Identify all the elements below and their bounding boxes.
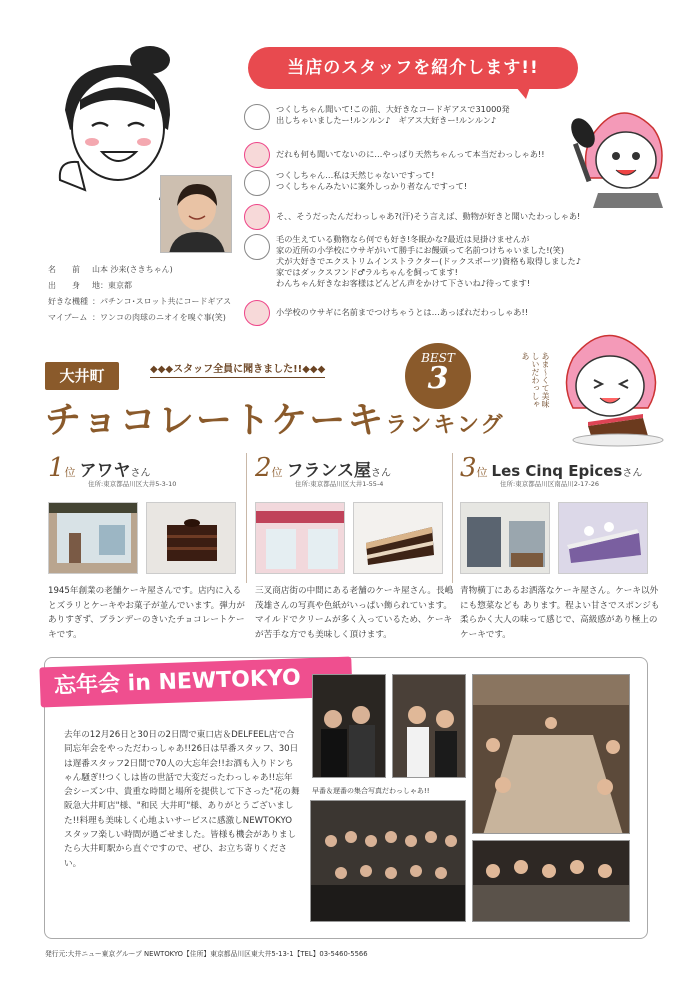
dialogue-line bbox=[244, 234, 581, 289]
staff-photo bbox=[160, 175, 232, 253]
rank-number: 2 bbox=[255, 453, 272, 483]
profile-key: 名 前 bbox=[48, 265, 80, 274]
column-divider bbox=[452, 453, 453, 583]
mascot-eating-cake-illustration bbox=[548, 318, 678, 448]
shop-storefront-photo bbox=[48, 502, 138, 574]
dialogue-text: 毛の生えている動物なら何でも好き!冬眠かな?最近は見掛けませんが 家の近所の小学校にウサギがいて勝手にお饅頭って名前つけちゃいました!(笑) 犬が大好きでエクストリムインストラクター(ドックスポーツ)資格も取得しました♪ 家ではダックスフンド♂ラルちゃんを飼ってます! わんちゃん好きなお客様はどんどん声をかけて下さいね♪待ってます! bbox=[276, 234, 581, 288]
shop-honorific: さん bbox=[622, 468, 643, 479]
cake-photo bbox=[353, 502, 443, 574]
ranking-title bbox=[45, 392, 505, 443]
shop-description: 青物横丁にあるお洒落なケーキ屋さん。ケーキ以外にも惣菜なども あります。程よい甘さでスポンジも柔らかく大人の味って感じで、高級感があり極上のケーキです。 bbox=[460, 586, 660, 640]
profile-value: 地：東京都 bbox=[92, 281, 132, 290]
profile-value: ：パチンコ･スロット共にコードギアス bbox=[92, 297, 232, 306]
mascot-face-icon bbox=[244, 300, 270, 326]
publisher-footer: 発行元:大井ニュー東京グループ NEWTOKYO【住所】東京都品川区東大井5-13-1【TEL】03-5460-5566 bbox=[45, 950, 368, 958]
column-divider bbox=[246, 453, 247, 583]
ranking-item bbox=[460, 453, 660, 642]
shop-address: 住所:東京都品川区大井1-55-4 bbox=[295, 480, 384, 488]
ranking-title-small: ランキング bbox=[385, 413, 505, 438]
dialogue-text: だれも何も聞いてないのに…やっぱり天然ちゃんって本当だわっしゃあ!! bbox=[276, 149, 545, 159]
cake-photo bbox=[146, 502, 236, 574]
shop-storefront-photo bbox=[255, 502, 345, 574]
mascot-face-icon bbox=[244, 142, 270, 168]
shop-name: アワヤ bbox=[79, 461, 131, 481]
dialogue-text: 小学校のウサギに名前までつけちゃうとは…あっぱれだわっしゃあ!! bbox=[276, 307, 529, 317]
rank-unit: 位 bbox=[271, 466, 283, 479]
staff-intro-banner: 当店のスタッフを紹介します!! bbox=[248, 47, 578, 89]
dialogue-text: つくしちゃん…私は天然じゃないですって! つくしちゃんみたいに案外しっかり者なんですって! bbox=[276, 170, 468, 191]
profile-key: 出 身 bbox=[48, 281, 80, 290]
cake-photo bbox=[558, 502, 648, 574]
mascot-sidenote: あま〜くて美味しいだわっしゃあ bbox=[521, 352, 550, 408]
shop-name: フランス屋 bbox=[286, 461, 372, 481]
staff-face-icon bbox=[244, 234, 270, 260]
profile-value: ：ワンコの肉球のニオイを嗅ぐ事(笑) bbox=[92, 313, 226, 322]
shop-honorific: さん bbox=[371, 468, 392, 479]
party-photo bbox=[472, 840, 630, 922]
ranking-title-main: チョコレートケーキ bbox=[45, 400, 386, 441]
rank-unit: 位 bbox=[476, 466, 488, 479]
staff-face-icon bbox=[244, 104, 270, 130]
rank-unit: 位 bbox=[64, 466, 76, 479]
rank-number: 1 bbox=[48, 453, 65, 483]
profile-key: マイブーム bbox=[48, 313, 88, 322]
ranking-subheading: ◆◆◆スタッフ全員に聞きました!!◆◆◆ bbox=[150, 360, 325, 378]
ranking-item bbox=[48, 453, 248, 642]
dialogue-line bbox=[244, 142, 544, 168]
dialogue-line bbox=[244, 170, 467, 196]
bonenkai-body: 去年の12月26日と30日の2日間で東口店＆DELFEEL店で合同忘年会をやっただわっしゃあ!!26日は早番スタッフ、30日は遅番スタッフ2日間で70人の大忘年会!!お酒も入りドンちゃん騒ぎ!!つくしは皆の世話で大変だったわっしゃあ!!忘年会シーズン中、貴重な時間と場所を提供して下さった"花の舞 阪急大井町店"様、"和民 大井町"様、ありがとうございました!!料理も美味しく心地よいサービスに感激しNEWTOKYOスタッフ楽しい時間が過ごせました。皆様も機会がありましたら大井町駅から直ぐですので、ぜひ、お立ち寄りください。 bbox=[64, 730, 300, 869]
dialogue-text: そ、、そうだったんだわっしゃあ?(汗)そう言えば、動物が好きと聞いたわっしゃあ! bbox=[276, 211, 581, 221]
party-table-photo bbox=[472, 674, 630, 834]
shop-honorific: さん bbox=[130, 468, 151, 479]
profile-row bbox=[48, 278, 231, 294]
dialogue-text: つくしちゃん聞いて!この前、大好きなコードギアスで31000発 出しちゃいましたー!ルンルン♪ ギアス大好きー!ルンルン♪ bbox=[276, 104, 510, 125]
shop-description: 三叉商店街の中間にある老舗のケーキ屋さん。長嶋茂雄さんの写真や色紙がいっぱい飾られています。マイルドでクリームが多く入っているため、ケーキが苦手な方でも美味しく頂けます。 bbox=[255, 586, 454, 640]
group-photo bbox=[310, 800, 466, 922]
ranking-item bbox=[255, 453, 455, 642]
shop-name: Les Cinq Epices bbox=[491, 462, 623, 480]
best-label: BEST bbox=[421, 351, 455, 365]
profile-row bbox=[48, 294, 231, 310]
staff-face-icon bbox=[244, 170, 270, 196]
dialogue-line bbox=[244, 300, 528, 326]
photo-caption: 早番＆遅番の集合写真だわっしゃあ!! bbox=[312, 787, 430, 795]
party-photo bbox=[312, 674, 386, 778]
mascot-with-microphone-illustration bbox=[568, 98, 678, 208]
mascot-face-icon bbox=[244, 204, 270, 230]
profile-row bbox=[48, 310, 231, 326]
bonenkai-title: 忘年会 in NEWTOKYO bbox=[39, 657, 352, 708]
profile-value: 山本 沙来(さきちゃん) bbox=[92, 265, 173, 274]
shop-description: 1945年創業の老舗ケーキ屋さんです。店内に入るとズラリとケーキやお菓子が並んでいます。弾力がありすぎず、ブランデーのきいたチョコレートケーキです。 bbox=[48, 586, 245, 640]
best-number: 3 bbox=[427, 361, 449, 396]
rank-number: 3 bbox=[460, 453, 477, 483]
area-label: 大井町 bbox=[45, 362, 119, 390]
dialogue-line bbox=[244, 104, 510, 130]
shop-address: 住所:東京都品川区大井5-3-10 bbox=[88, 480, 177, 488]
dialogue-line bbox=[244, 204, 580, 230]
profile-row bbox=[48, 262, 231, 278]
party-photo bbox=[392, 674, 466, 778]
profile-key: 好きな機種 bbox=[48, 297, 88, 306]
shop-address: 住所:東京都品川区南品川2-17-26 bbox=[500, 480, 600, 488]
shop-storefront-photo bbox=[460, 502, 550, 574]
staff-profile bbox=[48, 262, 231, 326]
